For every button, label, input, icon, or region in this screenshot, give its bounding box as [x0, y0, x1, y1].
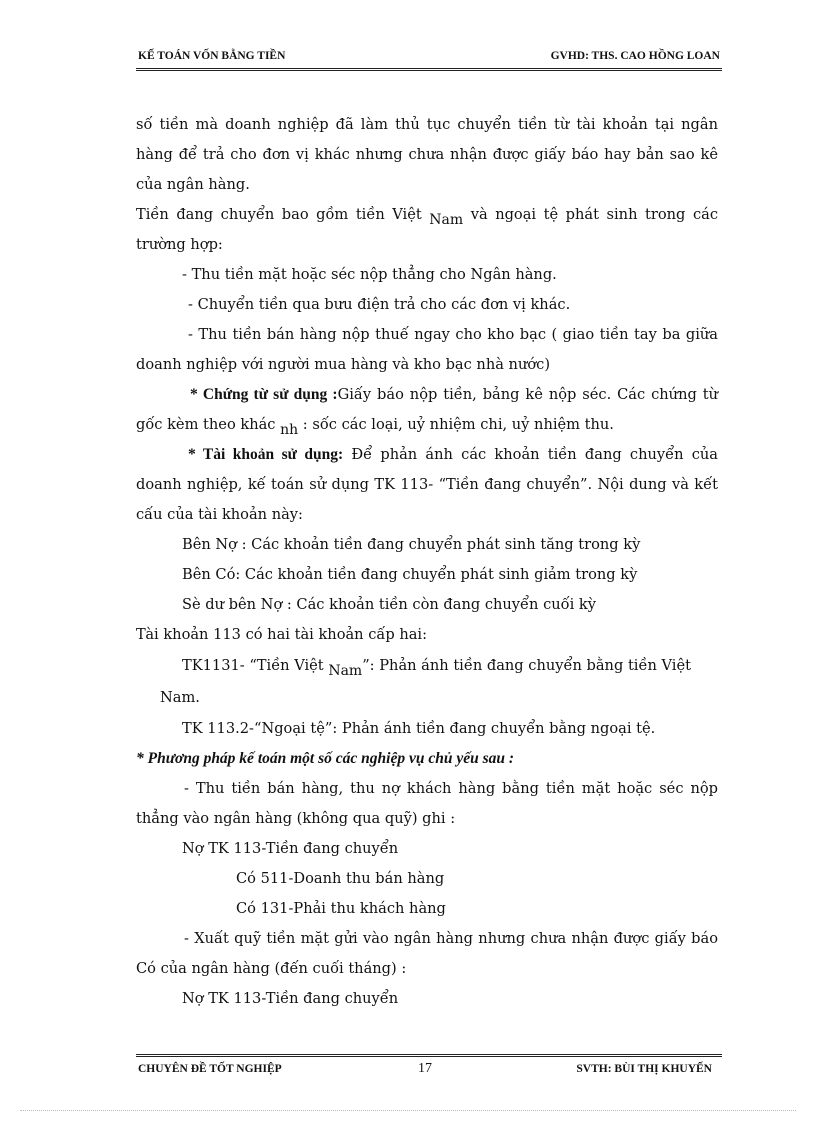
- list-item: Sè dư bên Nợ : Các khoản tiền còn đang chuyển cuối kỳ: [182, 596, 596, 613]
- footer-title: CHUYÊN ĐỀ TỐT NGHIỆP: [138, 1063, 282, 1075]
- footer-student: SVTH: BÙI THỊ KHUYẾN: [576, 1063, 712, 1075]
- list-item: - Thu tiền bán hàng nộp thuế ngay cho kho bạc ( giao tiền tay ba giữa doanh nghiệp với người mua hàng và kho bạc nhà nước): [136, 326, 718, 373]
- paragraph-tai-khoan: * Tài khoản sử dụng: Để phản ánh các khoản tiền đang chuyển của doanh nghiệp, kế toán sử dụng TK 113- “Tiền đang chuyển”. Nội dung và kết cấu của tài khoản này:: [136, 446, 718, 523]
- list-item: Bên Nợ : Các khoản tiền đang chuyển phát sinh tăng trong kỳ: [182, 536, 641, 553]
- paragraph: Tiền đang chuyển bao gồm tiền Việt Nam và ngoại tệ phát sinh trong các trường hợp:: [136, 206, 718, 253]
- header-advisor: GVHD: THS. CAO HỒNG LOAN: [550, 50, 720, 62]
- list-item: Nam.: [160, 689, 200, 706]
- page-footer: [136, 1054, 722, 1083]
- bottom-dotted-rule: [20, 1110, 796, 1112]
- section-heading: * Phương pháp kế toán một số các nghiệp vụ chủ yếu sau :: [136, 750, 515, 767]
- list-item: - Thu tiền mặt hoặc séc nộp thẳng cho Ngân hàng.: [182, 266, 557, 283]
- list-item: TK 113.2-“Ngoại tệ”: Phản ánh tiền đang chuyển bằng ngoại tệ.: [182, 720, 656, 737]
- paragraph: - Xuất quỹ tiền mặt gửi vào ngân hàng nhưng chưa nhận được giấy báo Có của ngân hàng (đến cuối tháng) :: [136, 930, 718, 977]
- document-body: [136, 110, 718, 1014]
- header-title: KẾ TOÁN VỐN BẰNG TIỀN: [138, 50, 286, 62]
- entry-line: Nợ TK 113-Tiền đang chuyển: [182, 840, 399, 857]
- paragraph: Tài khoản 113 có hai tài khoản cấp hai:: [136, 626, 428, 643]
- paragraph-chung-tu: * Chứng từ sử dụng :Giấy báo nộp tiền, bảng kê nộp séc. Các chứng từ gốc kèm theo khác nh : sốc các loại, uỷ nhiệm chi, uỷ nhiệm thu.: [136, 386, 718, 438]
- entry-line: Nợ TK 113-Tiền đang chuyển: [182, 990, 399, 1007]
- paragraph: - Thu tiền bán hàng, thu nợ khách hàng bằng tiền mặt hoặc séc nộp thẳng vào ngân hàng (không qua quỹ) ghi :: [136, 780, 718, 827]
- entry-line: Có 511-Doanh thu bán hàng: [236, 870, 445, 887]
- list-item: Bên Có: Các khoản tiền đang chuyển phát sinh giảm trong kỳ: [182, 566, 638, 583]
- page-header: [136, 46, 722, 71]
- chung-tu-label: * Chứng từ sử dụng :: [190, 386, 338, 403]
- entry-line: Có 131-Phải thu khách hàng: [236, 900, 446, 917]
- list-item: - Chuyển tiền qua bưu điện trả cho các đơn vị khác.: [188, 296, 571, 313]
- page-number: 17: [418, 1061, 432, 1076]
- tai-khoan-label: * Tài khoản sử dụng:: [188, 446, 344, 463]
- list-item: TK1131- “Tiền Việt Nam”: Phản ánh tiền đang chuyển bằng tiền Việt: [182, 657, 691, 679]
- paragraph: số tiền mà doanh nghiệp đã làm thủ tục chuyển tiền từ tài khoản tại ngân hàng để trả cho đơn vị khác nhưng chưa nhận được giấy báo hay bản sao kê của ngân hàng.: [136, 116, 718, 193]
